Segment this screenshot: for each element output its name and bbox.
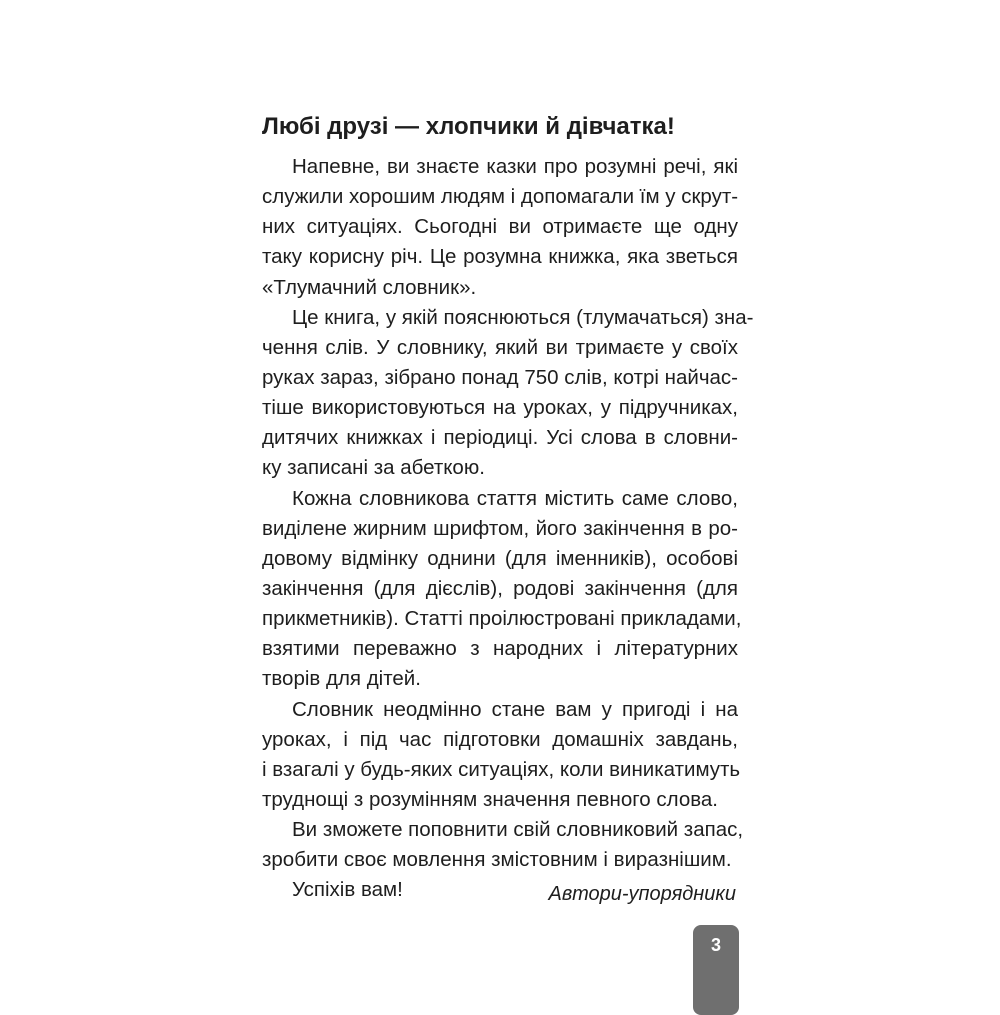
text-line: них ситуаціях. Сьогодні ви отримаєте ще одну: [262, 215, 738, 239]
text-line: виділене жирним шрифтом, його закінчення в ро-: [262, 516, 738, 540]
text-line: Напевне, ви знаєте казки про розумні речі, які: [292, 155, 738, 178]
text-line: «Тлумачний словник».: [262, 275, 477, 299]
page-heading: Любі друзі — хлопчики й дівчатка!: [262, 113, 675, 140]
text-line: служили хорошим людям і допомагали їм у скрут-: [262, 185, 739, 209]
signature: Автори-упорядники: [548, 883, 736, 905]
text-line: Кожна словникова стаття містить саме слово,: [292, 486, 738, 510]
text-line: творів для дітей.: [262, 667, 421, 691]
text-line: Словник неодмінно стане вам у пригоді і на: [292, 697, 738, 721]
text-line: дитячих книжках і періодиці. Усі слова в словни-: [262, 426, 738, 450]
text-line: прикметників). Статті проілюстровані прикладами,: [262, 607, 742, 631]
text-line: труднощі з розумінням значення певного слова.: [262, 787, 718, 811]
text-line: Ви зможете поповнити свій словниковий запас,: [292, 818, 744, 842]
body-text: [262, 152, 754, 906]
text-line: Успіхів вам!: [292, 878, 403, 902]
page-number-tab: [693, 925, 739, 1015]
text-line: таку корисну річ. Це розумна книжка, яка зветься: [262, 245, 738, 269]
text-line: ку записані за абеткою.: [262, 456, 485, 480]
text-line: довому відмінку однини (для іменників), особові: [262, 546, 738, 570]
text-line: зробити своє мовлення змістовним і виразнішим.: [262, 848, 732, 872]
text-line: руках зараз, зібрано понад 750 слів, котрі найчас-: [262, 365, 738, 389]
text-line: чення слів. У словнику, який ви тримаєте у своїх: [262, 335, 738, 359]
text-line: Це книга, у якій пояснюються (тлумачаться) зна-: [292, 305, 754, 329]
text-line: взятими переважно з народних і літературних: [262, 637, 738, 661]
text-line: уроках, і під час підготовки домашніх завдань,: [262, 727, 738, 751]
page-number: 3: [710, 935, 721, 955]
text-line: тіше використовуються на уроках, у підручниках,: [262, 396, 738, 420]
text-line: закінчення (для дієслів), родові закінчення (для: [262, 576, 738, 600]
text-line: і взагалі у будь-яких ситуаціях, коли виникатимуть: [262, 757, 741, 781]
